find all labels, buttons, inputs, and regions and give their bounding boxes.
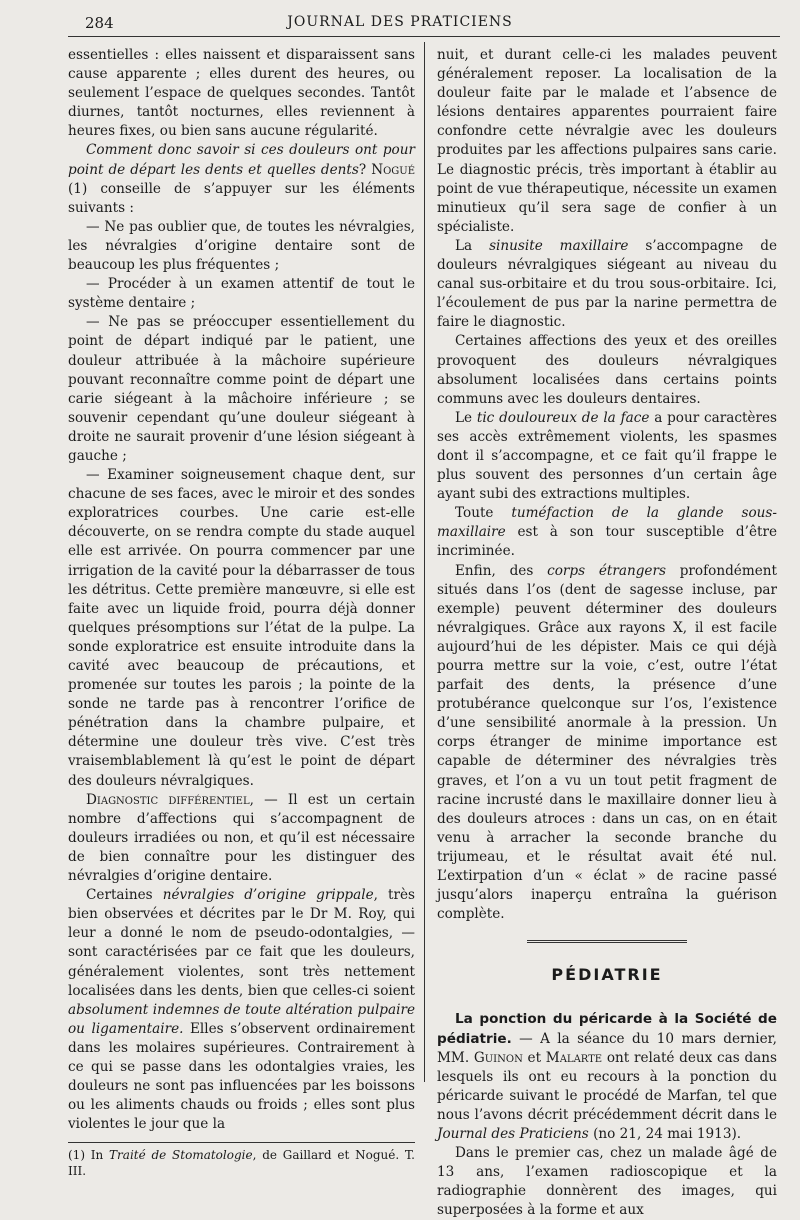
header-rule (68, 36, 780, 37)
paragraph: — Procéder à un examen attentif de tout le système dentaire ; (68, 276, 415, 312)
paragraph: Toute tuméfaction de la glande sous-maxillaire est à son tour susceptible d’être incriminée. (437, 505, 777, 560)
article-paragraph: La ponction du péricarde à la Société de pédiatrie. — A la séance du 10 mars dernier, MM. Guinon et Malarte ont relaté deux cas dans lesquels ils ont eu recours à la ponction du péricarde suivant le procédé de Marfan, tel que nous l’avons décrit précédemment décrit dans le Journal des Praticiens (no 21, 24 mai 1913). (437, 1011, 778, 1142)
left-column (68, 46, 415, 1179)
journal-title: JOURNAL DES PRATICIENS (287, 14, 513, 30)
paragraph: Enfin, des corps étrangers profondément situés dans l’os (dent de sagesse incluse, par exemple) peuvent déterminer des douleurs névralgiques. Grâce aux rayons X, il est facile aujourd’hui de les dépister. Mais ce qui déjà pourra mettre sur la voie, c’est, outre l’état parfait des dents, la présence d’une protubérance quelconque sur l’os, l’existence d’une sensibilité anormale à la pression. Un corps étranger de minime importance est capable de déterminer des névralgies très graves, et l’on a vu un tout petit fragment de racine incrusté dans le maxillaire donner lieu à des douleurs atroces : dans un cas, on en était venu à arracher la seconde branche du trijumeau, et le résultat avait été nul. L’extirpation d’un « éclat » de racine passé jusqu’alors inaperçu entraîna la guérison complète. (437, 562, 777, 923)
section-title: PÉDIATRIE (551, 965, 663, 985)
paragraph: — Ne pas oublier que, de toutes les névralgies, les névralgies d’origine dentaire sont de beaucoup les plus fréquentes ; (68, 218, 415, 274)
paragraph: Diagnostic différentiel, — Il est un certain nombre d’affections qui s’accompagnent de douleurs irradiées ou non, et qu’il est nécessaire de bien connaître pour les distinguer des névralgies d’origine dentaire. (68, 791, 415, 885)
paragraph: nuit, et durant celle-ci les malades peuvent généralement reposer. La localisation de la douleur faite par le malade et l’absence de lésions dentaires apparentes pourraient faire confondre cette névralgie avec les douleurs produites par les affections pulpaires sans carie. Le diagnostic précis, très important à établir au point de vue thérapeutique, nécessite un examen minutieux qu’il sera sage de confier à un spécialiste. (437, 47, 777, 235)
section-rule (527, 940, 687, 943)
footnote: (1) In Traité de Stomatologie, de Gaillard et Nogué. T. III. (68, 1148, 415, 1179)
right-column (437, 46, 777, 1220)
paragraph: La sinusite maxillaire s’accompagne de douleurs névralgiques siégeant au niveau du canal sus-orbitaire et du trou sous-orbitaire. Ici, l’écoulement de pus par la narine permettra de faire le diagnostic. (437, 237, 778, 331)
paragraph: Dans le premier cas, chez un malade âgé de 13 ans, l’examen radioscopique et la radiographie donnèrent des images, qui superposées à la forme et aux (437, 1145, 777, 1219)
page-number: 284 (85, 14, 114, 32)
footnote-rule (68, 1142, 415, 1143)
paragraph: — Examiner soigneusement chaque dent, sur chacune de ses faces, avec le miroir et des sondes exploratrices courbes. Une carie est-elle découverte, on se rendra compte du stade auquel elle est arrivée. On pourra commencer par une irrigation de la cavité pour la débarrasser de tous les détritus. Cette première manœuvre, si elle est faite avec un liquide froid, pourra déjà donner quelques présomptions sur l’état de la pulpe. La sonde exploratrice est ensuite introduite dans la cavité avec beaucoup de précautions, et promenée sur toutes les parois ; la pointe de la sonde ne tarde pas à rencontrer l’orifice de pénétration dans la chambre pulpaire, et détermine une douleur très vive. C’est très vraisemblablement là qu’est le point de départ des douleurs névralgiques. (68, 467, 415, 789)
paragraph: Comment donc savoir si ces douleurs ont pour point de départ les dents et quelles dents? Nogué (1) conseille de s’appuyer sur les éléments suivants : (68, 142, 416, 216)
paragraph: essentielles : elles naissent et disparaissent sans cause apparente ; elles durent des heures, ou seulement l’espace de quelques secondes. Tantôt diurnes, tantôt nocturnes, elles reviennent à heures fixes, ou bien sans aucune régularité. (68, 47, 415, 140)
column-divider (424, 42, 425, 1082)
paragraph: Certaines affections des yeux et des oreilles provoquent des douleurs névralgiques absolument localisées dans certains points communs avec les douleurs dentaires. (437, 333, 777, 407)
paragraph: Le tic douloureux de la face a pour caractères ses accès extrêmement violents, les spasmes dont il s’accompagne, et ce fait qu’il frappe le plus souvent des personnes d’un certain âge ayant subi des extractions multiples. (437, 409, 777, 503)
page-header (0, 12, 800, 36)
paragraph: Certaines névralgies d’origine grippale, très bien observées et décrites par le Dr M. Roy, qui leur a donné le nom de pseudo-odontalgies, — sont caractérisées par ce fait que les douleurs, généralement violentes, sont très nettement localisées dans les dents, bien que celles-ci soient absolument indemnes de toute altération pulpaire ou ligamentaire. Elles s’observent ordinairement dans les molaires supérieures. Contrairement à ce qui se passe dans les odontalgies vraies, les douleurs ne sont pas influencées par les boissons ou les aliments chauds ou froids ; elles sont plus violentes le jour que la (68, 887, 415, 1133)
paragraph: — Ne pas se préoccuper essentiellement du point de départ indiqué par le patient, une douleur attribuée à la mâchoire supérieure pouvant reconnaître comme point de départ une carie siégeant à la mâchoire inférieure ; se souvenir cependant qu’une douleur siégeant à droite ne saurait provenir d’une lésion siégeant à gauche ; (68, 314, 415, 464)
